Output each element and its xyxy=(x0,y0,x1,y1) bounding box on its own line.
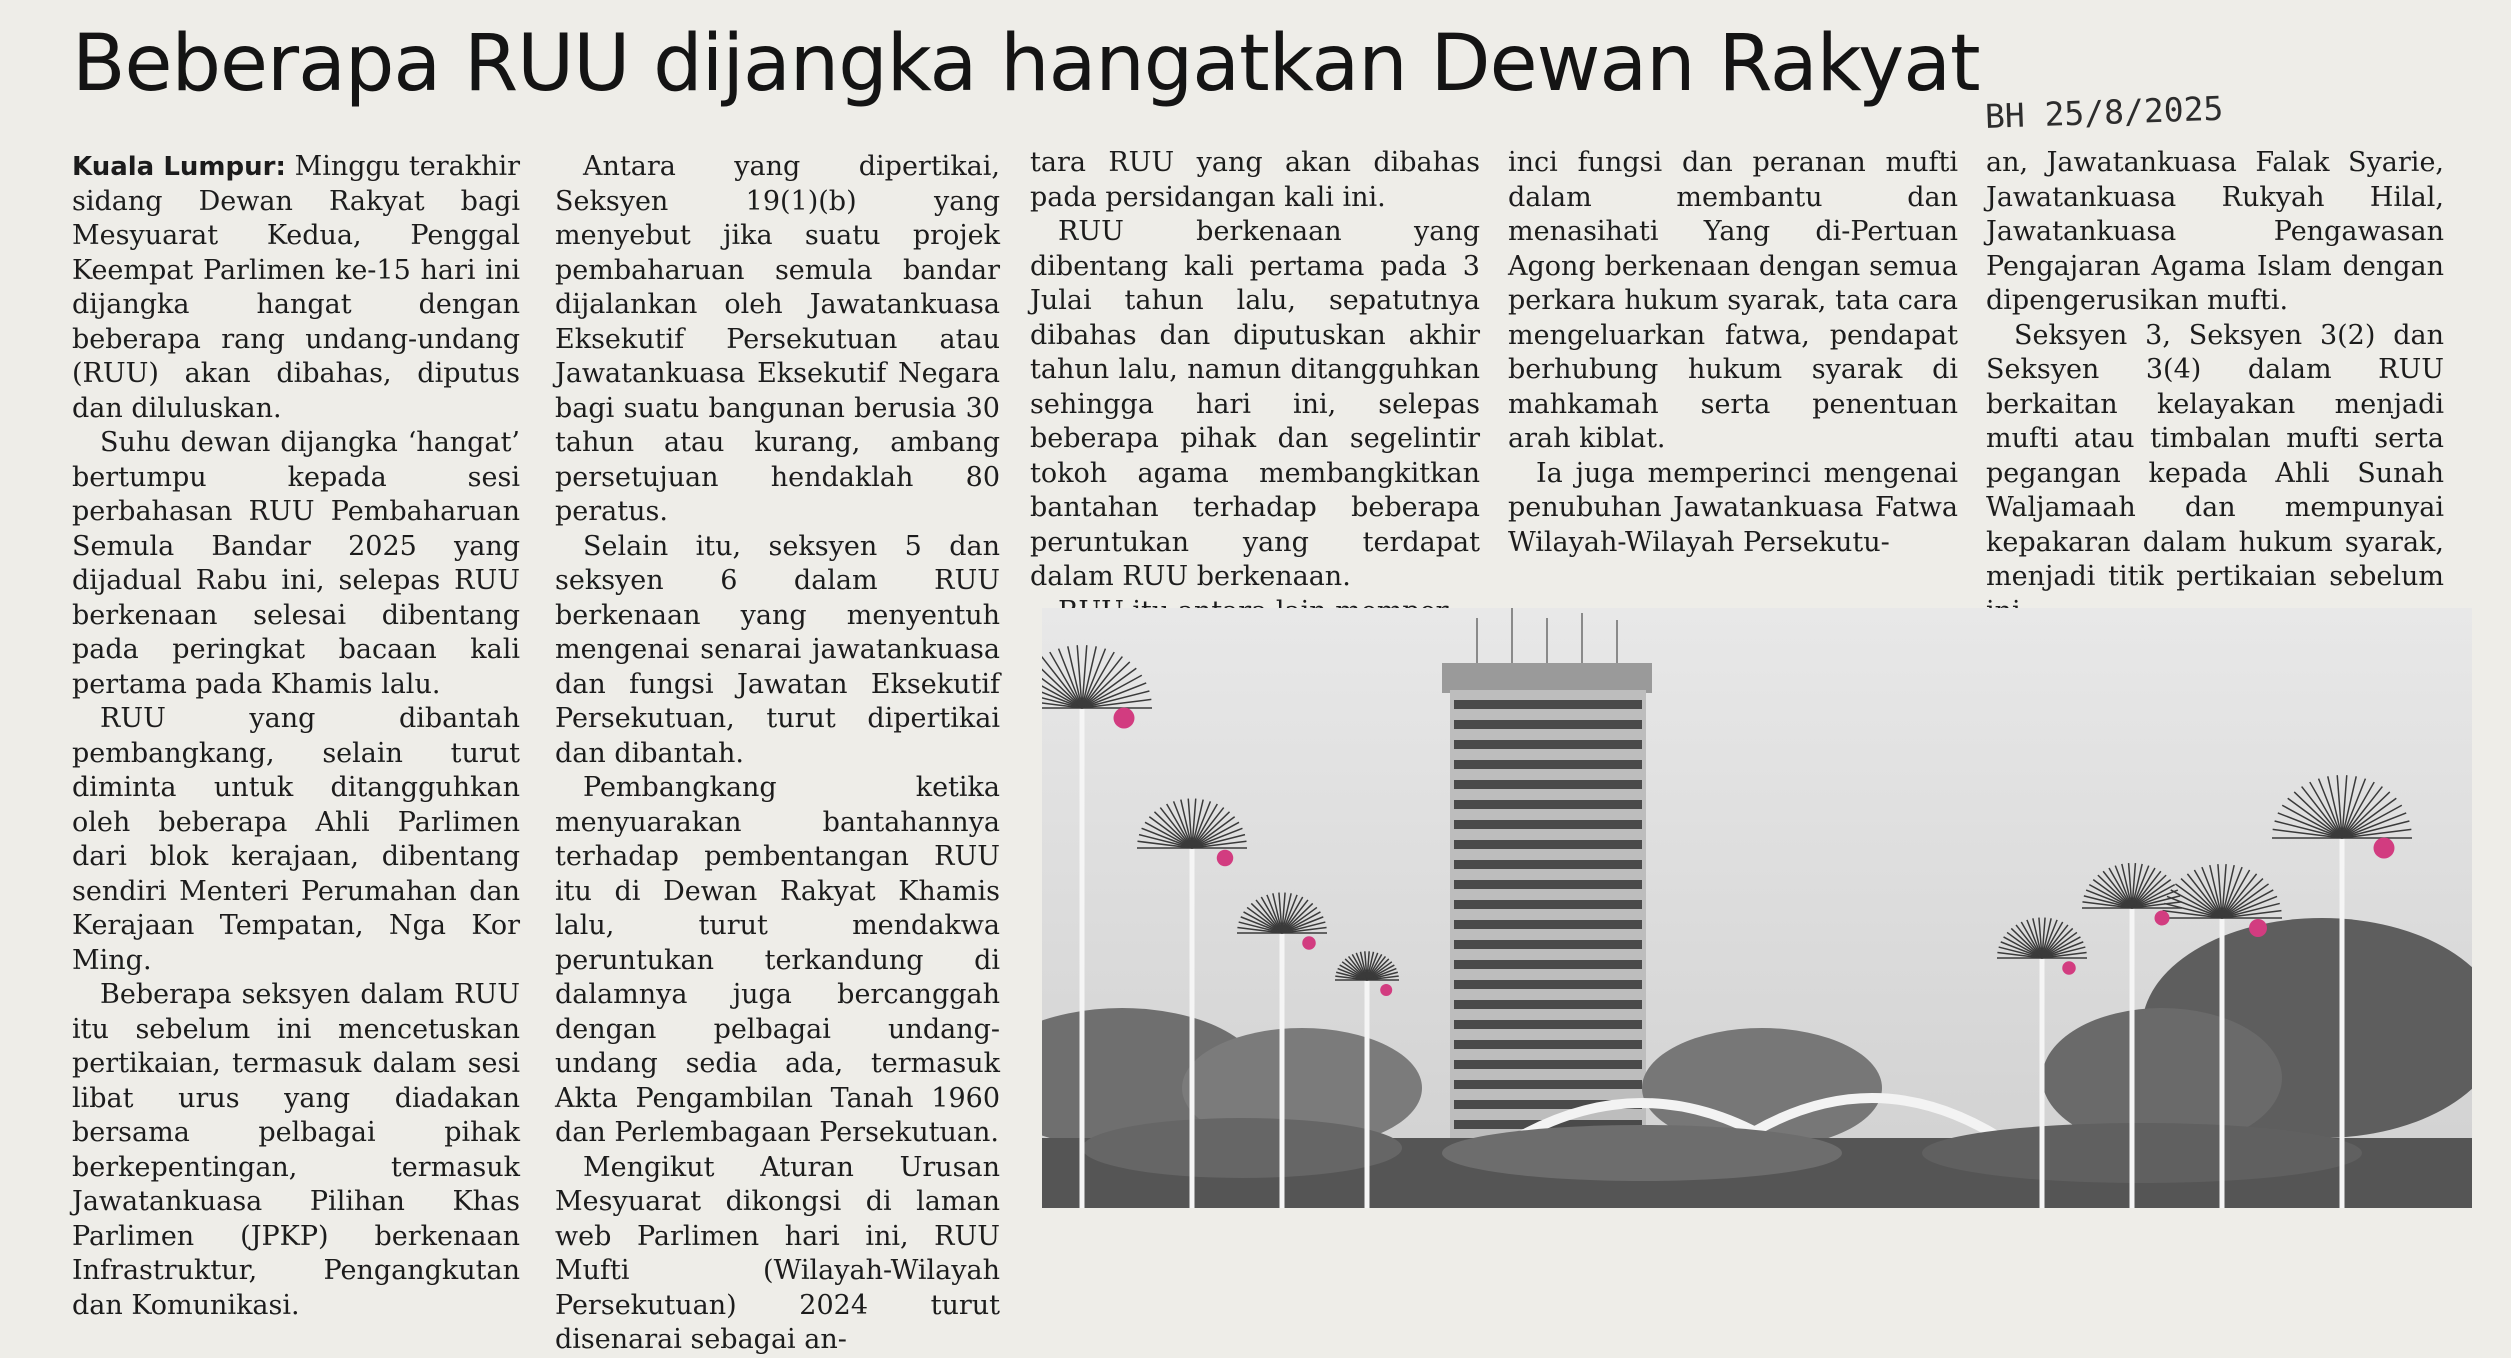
article-paragraph-text: Minggu terakhir sidang Dewan Rakyat bagi Mesyuarat Kedua, Penggal Keempat Parlimen ke-15 hari ini dijangka hangat dengan beberapa rang undang-undang (RUU) akan dibahas, diputus dan diluluskan. xyxy=(72,151,520,424)
article-column-2 xyxy=(555,150,1000,1358)
parliament-photo xyxy=(1042,608,2472,1208)
article-column-1 xyxy=(72,150,520,1323)
article-paragraph: an, Jawatankuasa Falak Syarie, Jawatankuasa Rukyah Hilal, Jawatankuasa Pengawasan Pengajaran Agama Islam dengan dipengerusikan mufti. xyxy=(1986,147,2444,316)
handwritten-date-note: BH 25/8/2025 xyxy=(1984,88,2224,136)
article-paragraph: RUU yang dibantah pembangkang, selain turut diminta untuk ditangguhkan oleh beberapa Ahli Parlimen dari blok kerajaan, dibentang sendiri Menteri Perumahan dan Kerajaan Tempatan, Nga Kor Ming. xyxy=(72,703,520,976)
article-paragraph: inci fungsi dan peranan mufti dalam membantu dan menasihati Yang di-Pertuan Agong berkenaan dengan semua perkara hukum syarak, tata cara mengeluarkan fatwa, pendapat berhubung hukum syarak di mahkamah serta penentuan arah kiblat. xyxy=(1508,147,1958,454)
article-paragraph: Ia juga memperinci mengenai penubuhan Jawatankuasa Fatwa Wilayah-Wilayah Persekutu- xyxy=(1508,457,1958,558)
article-column-5 xyxy=(1986,146,2444,629)
hedges xyxy=(1042,1118,2472,1208)
article-paragraph: Seksyen 3, Seksyen 3(2) dan Seksyen 3(4) dalam RUU berkaitan kelayakan menjadi mufti atau timbalan mufti serta pegangan kepada Ahli Sunah Waljamaah dan mempunyai kepakaran dalam hukum syarak, menjadi titik pertikaian sebelum xyxy=(1986,319,2444,592)
article-paragraph: Mengikut Aturan Urusan Mesyuarat dikongsi di laman web Parlimen hari ini, RUU Mufti (Wilayah-Wilayah Persekutuan) 2024 turut disenarai sebagai an- xyxy=(555,1151,1000,1355)
dateline: Kuala Lumpur: xyxy=(72,152,286,182)
article-column-4 xyxy=(1508,146,1958,560)
article-paragraph: tara RUU yang akan dibahas pada persidangan kali ini. xyxy=(1030,147,1480,213)
article-paragraph: Selain itu, seksyen 5 dan seksyen 6 dalam RUU berkenaan yang menyentuh mengenai senarai jawatankuasa dan fungsi Jawatan Eksekutif Persekutuan, turut dipertikai dan dibantah. xyxy=(555,530,1000,769)
article-paragraph xyxy=(72,150,520,426)
article-column-3 xyxy=(1030,146,1480,629)
article-paragraph: Antara yang dipertikai, Seksyen 19(1)(b) yang menyebut jika suatu projek pembaharuan semula bandar dijalankan oleh Jawatankuasa Eksekutif Persekutuan atau Jawatankuasa Eksekutif Negara bagi suatu bangunan berusia 30 tahun atau kurang, ambang persetujuan hendaklah 80 peratus. xyxy=(555,151,1000,527)
parliament-tower xyxy=(1442,663,1652,1150)
article-paragraph: Suhu dewan dijangka ‘hangat’ bertumpu kepada sesi perbahasan RUU Pembaharuan Semula Bandar 2025 yang dijadual Rabu ini, selepas RUU berkenaan selesai dibentang pada peringkat bacaan kali pertama pada Khamis lalu. xyxy=(72,427,520,700)
article-paragraph: RUU berkenaan yang dibentang kali pertama pada 3 Julai tahun lalu, sepatutnya dibahas dan diputuskan akhir tahun lalu, namun ditangguhkan sehingga hari ini, selepas beberapa pihak dan segelintir tokoh agama membangkitkan bantahan terhadap beberapa peruntukan yang terdapat dalam RUU berkenaan. xyxy=(1030,216,1480,592)
article-paragraph: Beberapa seksyen dalam RUU itu sebelum ini mencetuskan pertikaian, termasuk dalam sesi libat urus yang diadakan bersama pelbagai pihak berkepentingan, termasuk Jawatankuasa Pilihan Khas Parlimen (JPKP) berkenaan Infrastruktur, Pengangkutan dan Komunikasi. xyxy=(72,979,520,1321)
headline: Beberapa RUU dijangka hangatkan Dewan Rakyat xyxy=(72,19,1980,109)
article-paragraph: Pembangkang ketika menyuarakan bantahannya terhadap pembentangan RUU itu di Dewan Rakyat Khamis lalu, turut mendakwa peruntukan terkandung di dalamnya juga bercanggah dengan pelbagai undang-undang sedia ada, termasuk Akta Pengambilan Tanah 1960 dan Perlembagaan Persekutuan. xyxy=(555,772,1000,1148)
